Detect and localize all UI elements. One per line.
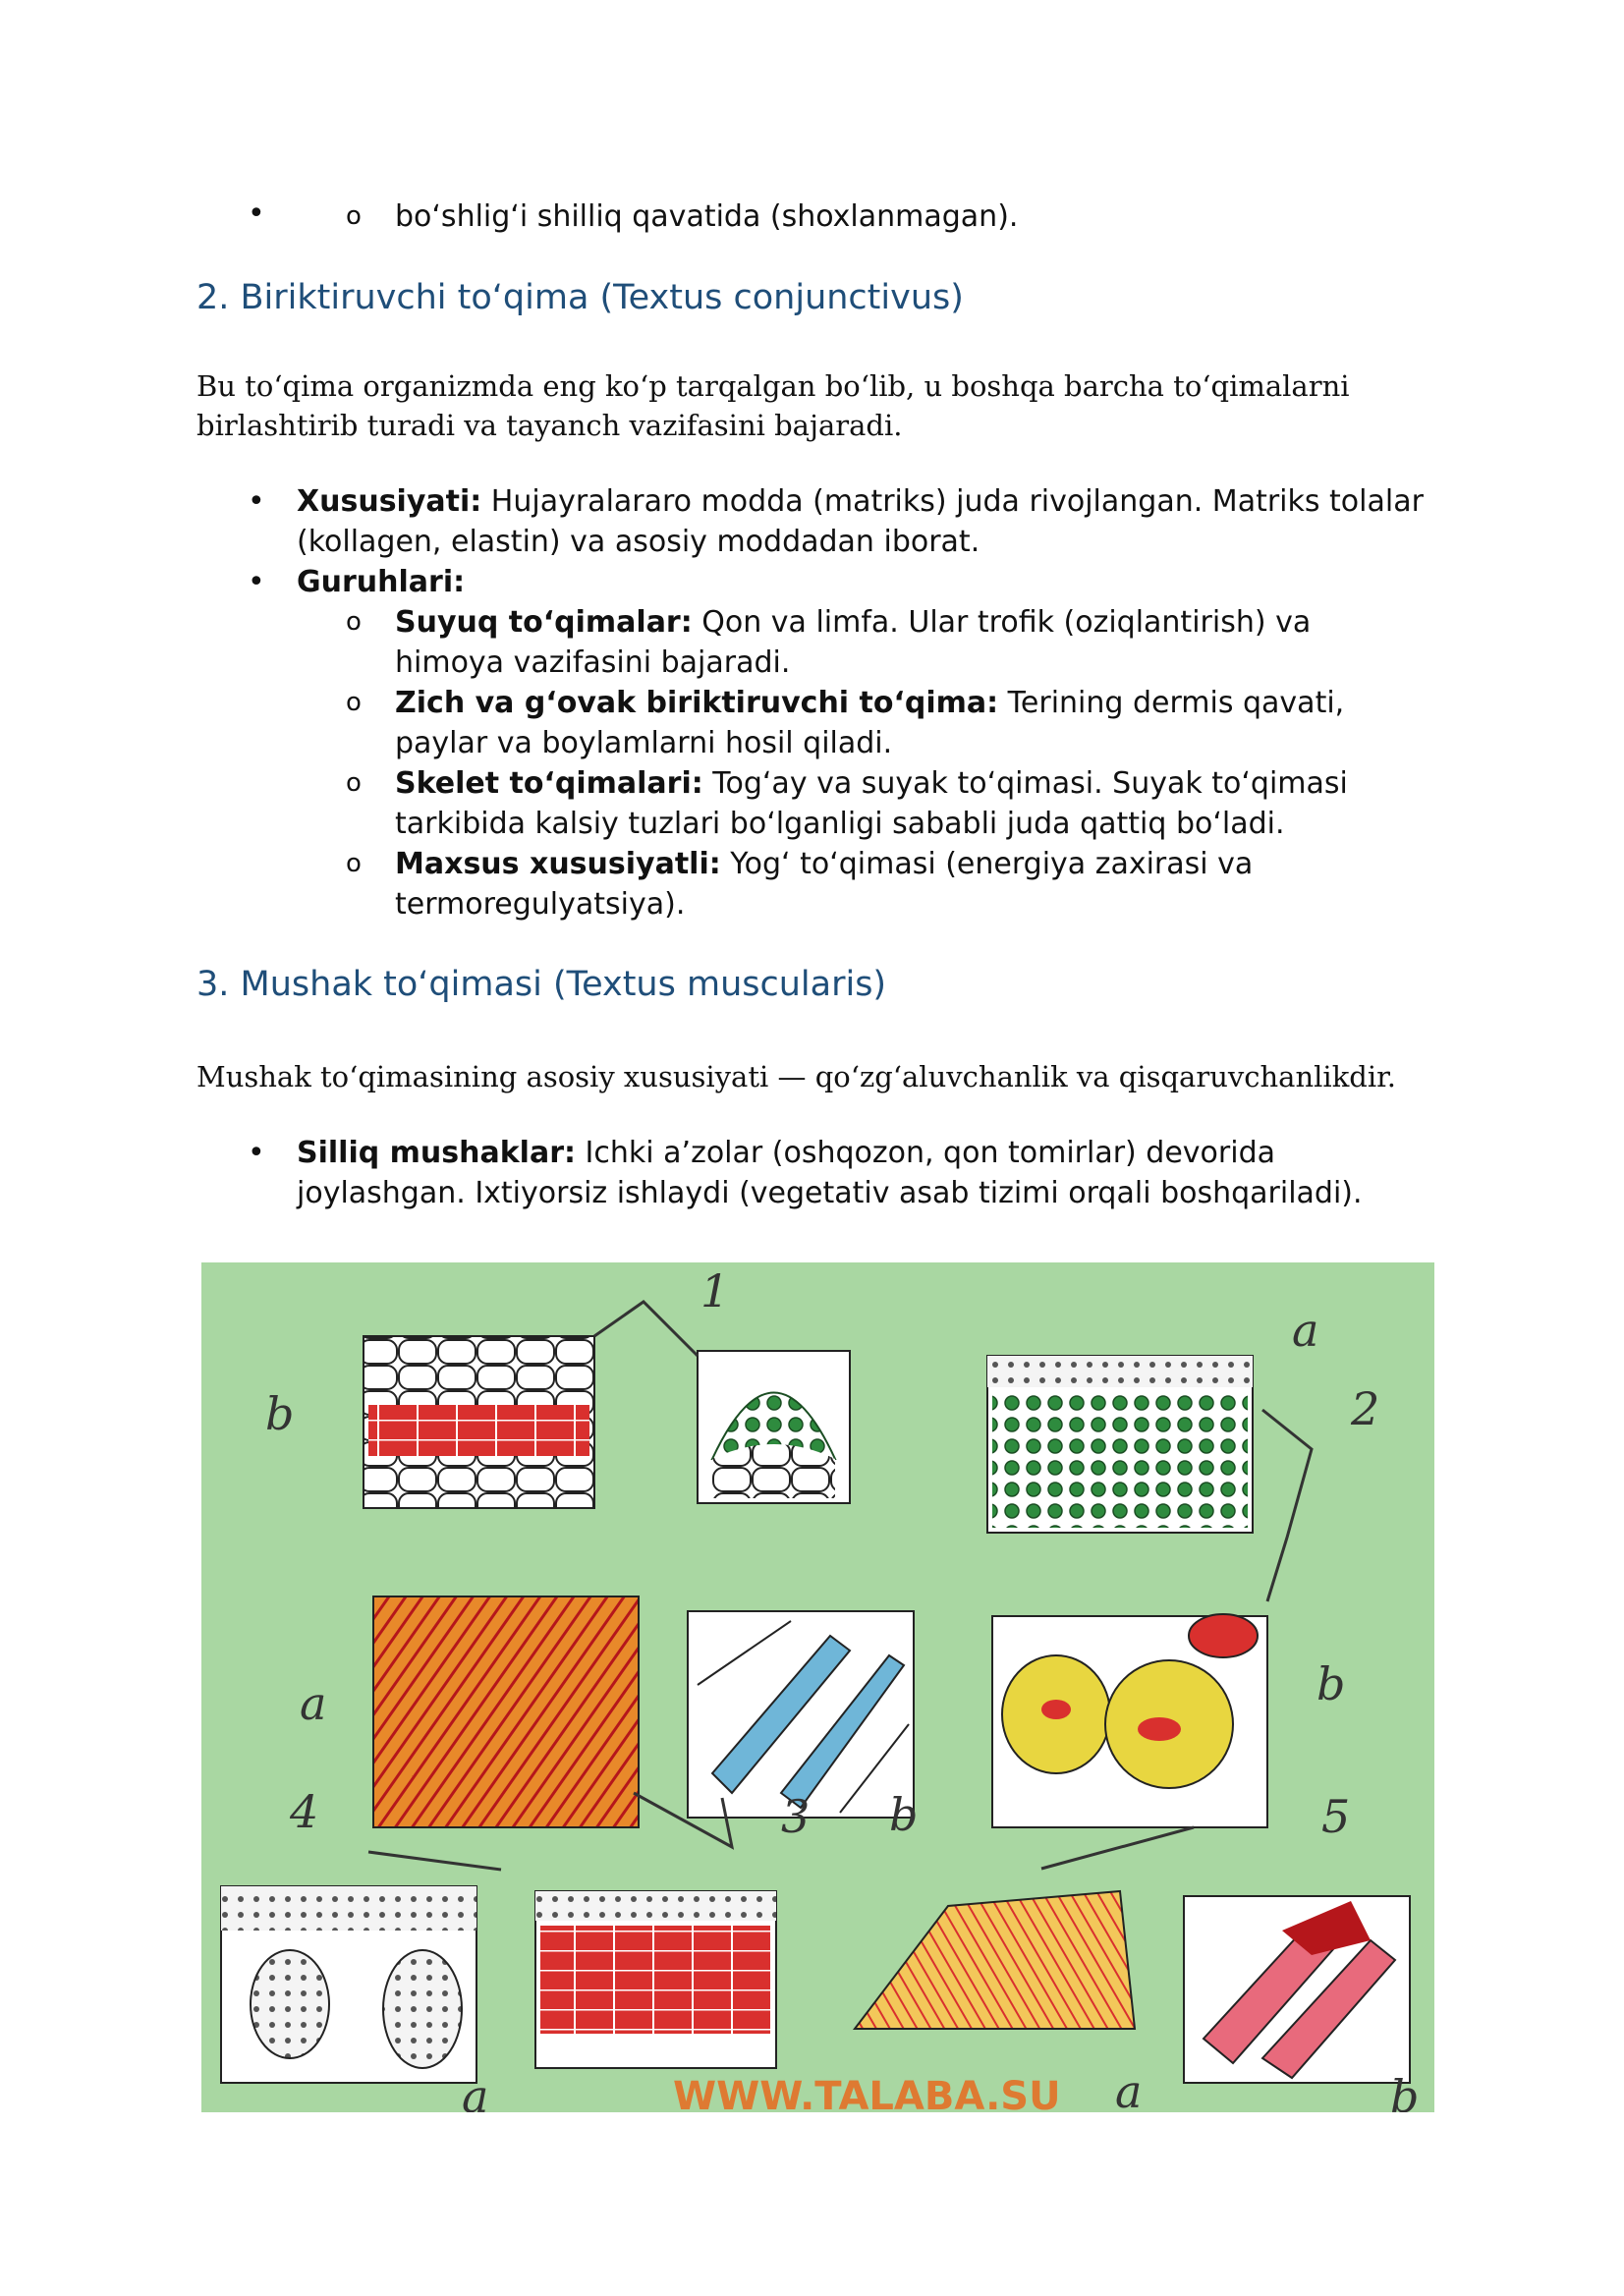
watermark: WWW.TALABA.SU [673, 2074, 1061, 2112]
section-heading-2: 2. Biriktiruvchi to‘qima (Textus conjunctivus) [196, 278, 964, 317]
label-a-bottom-center: a [1115, 2065, 1143, 2112]
tissue-columnar-epithelium [987, 1356, 1253, 1533]
sub-item-text: Qon va limfa. Ular trofik (oziqlantirish) va himoya vazifasini bajaradi. [395, 605, 1312, 680]
top-list-item [297, 196, 1427, 237]
sub-item-label: Maxsus xususiyatli: [395, 847, 721, 881]
label-1: 1 [700, 1264, 730, 1317]
label-a-mid-left: a [300, 1677, 327, 1730]
tissue-adipose [992, 1614, 1267, 1827]
tissue-stratified-epithelium [364, 1336, 594, 1508]
label-4: 4 [290, 1785, 319, 1838]
section-2-list [297, 481, 1427, 924]
label-a-top-right: a [1292, 1304, 1319, 1357]
section-intro-2: Bu to‘qima organizmda eng ko‘p tarqalgan bo‘lib, u boshqa barcha to‘qimalarni birlashtirib turadi va tayanch vazifasini bajaradi. [196, 369, 1350, 442]
sub-item-text: Yog‘ to‘qimasi (energiya zaxirasi va termoregulyatsiya). [395, 847, 1254, 922]
list-item-text: bo‘shlig‘i shilliq qavatida (shoxlanmagan). [395, 199, 1019, 234]
list-item [297, 481, 1427, 562]
sub-list-item [395, 602, 1427, 683]
top-list [297, 196, 1427, 237]
item-text: Hujayralararo modda (matriks) juda rivojlangan. Matriks tolalar (kollagen, elastin) va asosiy moddadan iborat. [297, 484, 1424, 559]
sub-item-label: Skelet to‘qimalari: [395, 766, 703, 801]
groups-list [395, 602, 1427, 924]
section-heading-3: 3. Mushak to‘qimasi (Textus muscularis) [196, 965, 887, 1004]
item-label: Guruhlari: [297, 565, 466, 599]
list-item [297, 1133, 1427, 1213]
section-3-list [297, 1133, 1427, 1213]
sub-item-text: Terining dermis qavati, paylar va boylamlarni hosil qiladi. [395, 686, 1345, 760]
label-b-bottom-right: b [1390, 2070, 1420, 2112]
list-item [297, 562, 1427, 924]
section-intro-3: Mushak to‘qimasining asosiy xususiyati — qo‘zg‘aluvchanlik va qisqaruvchanlikdir. [196, 1060, 1397, 1093]
sub-item-text: Tog‘ay va suyak to‘qimasi. Suyak to‘qimasi tarkibida kalsiy tuzlari bo‘lganligi sababli juda qattiq bo‘ladi. [395, 766, 1348, 841]
tissue-smooth-muscle [535, 1891, 776, 2068]
tissue-dense-connective [373, 1596, 639, 1827]
label-2: 2 [1351, 1382, 1380, 1435]
label-5: 5 [1321, 1790, 1351, 1843]
sub-list-item [395, 683, 1427, 763]
list-item [395, 196, 1427, 237]
label-a-bottom-left: a [462, 2070, 489, 2112]
tissue-figure [201, 1262, 1434, 2112]
item-label: Silliq mushaklar: [297, 1136, 577, 1170]
tissue-cardiac-muscle [1184, 1896, 1410, 2083]
sub-list-item [395, 763, 1427, 844]
sub-item-label: Zich va g‘ovak biriktiruvchi to‘qima: [395, 686, 999, 720]
label-3: 3 [781, 1790, 811, 1843]
tissue-loose-connective [688, 1611, 914, 1818]
label-b-mid-right: b [1316, 1657, 1346, 1710]
sub-item-label: Suyuq to‘qimalar: [395, 605, 693, 640]
label-b-top-left: b [265, 1387, 295, 1440]
tissue-glandular-epithelium [698, 1351, 850, 1503]
tissue-cartilage [221, 1886, 476, 2083]
sub-list-item [395, 844, 1427, 924]
item-label: Xususiyati: [297, 484, 482, 519]
label-b-mid-center: b [889, 1788, 919, 1841]
item-text: Ichki a’zolar (oshqozon, qon tomirlar) devorida joylashgan. Ixtiyorsiz ishlaydi (vegetativ asab tizimi orqali boshqariladi). [297, 1136, 1363, 1210]
